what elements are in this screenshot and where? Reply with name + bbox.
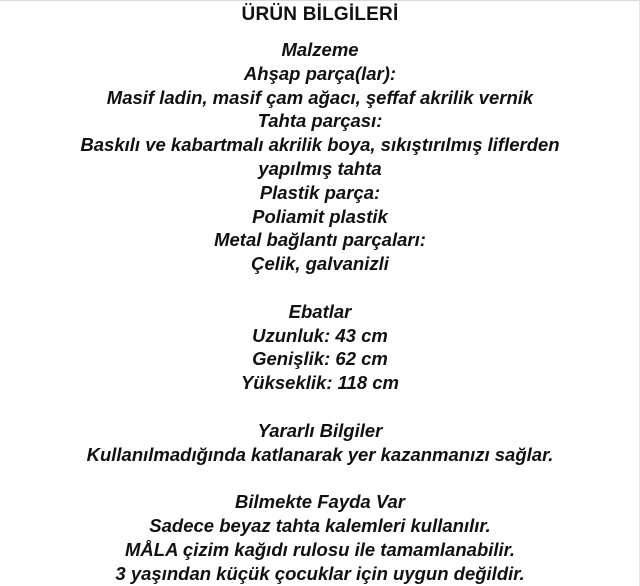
good-to-know-line-2: MÅLA çizim kağıdı rulosu ile tamamlanabilir. — [125, 538, 515, 560]
height-value: Yükseklik: 118 cm — [240, 372, 400, 394]
useful-info-heading: Yararlı Bilgiler — [257, 419, 383, 441]
page-title: ÜRÜN BİLGİLERİ — [241, 4, 399, 25]
good-to-know-line-1: Sadece beyaz tahta kalemleri kullanılır. — [149, 514, 491, 536]
wood-parts-label: Ahşap parça(lar): — [243, 62, 397, 84]
useful-info-text: Kullanılmadığında katlanarak yer kazanmanızı sağlar. — [86, 443, 554, 465]
width-value: Genişlik: 62 cm — [252, 348, 388, 370]
board-part-value-line2: yapılmış tahta — [258, 157, 382, 179]
dimensions-heading: Ebatlar — [288, 300, 352, 322]
good-to-know-heading: Bilmekte Fayda Var — [234, 491, 405, 513]
material-heading: Malzeme — [281, 39, 359, 60]
dimensions-section — [0, 300, 640, 395]
product-details — [0, 38, 640, 585]
board-part-label: Tahta parçası: — [257, 110, 383, 132]
material-section — [0, 38, 640, 276]
plastic-part-label: Plastik parça: — [259, 181, 381, 203]
plastic-part-value: Poliamit plastik — [252, 205, 388, 227]
good-to-know-line-3: 3 yaşından küçük çocuklar için uygun değildir. — [115, 562, 525, 584]
length-value: Uzunluk: 43 cm — [252, 324, 388, 346]
section-spacer — [0, 276, 640, 300]
board-part-value-line1: Baskılı ve kabartmalı akrilik boya, sıkıştırılmış liflerden — [80, 134, 560, 156]
section-spacer — [0, 466, 640, 490]
section-spacer — [0, 395, 640, 419]
metal-fittings-value: Çelik, galvanizli — [251, 253, 389, 275]
metal-fittings-label: Metal bağlantı parçaları: — [214, 229, 426, 251]
useful-info-section — [0, 419, 640, 467]
wood-parts-value: Masif ladin, masif çam ağacı, şeffaf akrilik vernik — [106, 86, 534, 108]
good-to-know-section — [0, 490, 640, 585]
top-divider — [0, 0, 640, 1]
